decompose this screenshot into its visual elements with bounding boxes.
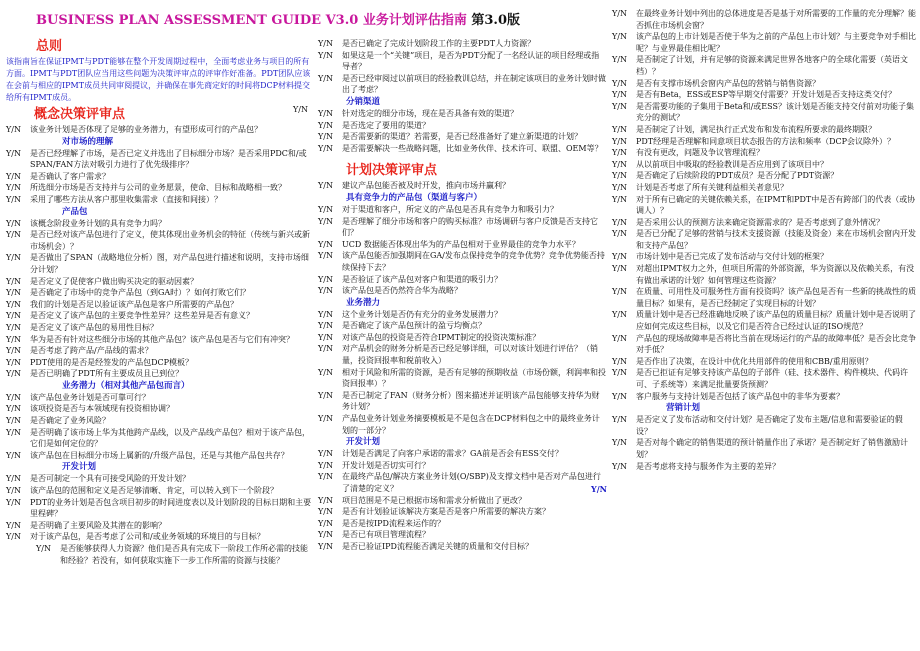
question-text: PDT的业务计划是否包含项目初步的时间进度表以及计划阶段的目标日期和主要里程碑？ (30, 497, 312, 519)
column-middle (318, 38, 607, 553)
question-row (6, 543, 314, 566)
question-row (612, 251, 916, 263)
question-text: 是否对每个确定的销售渠道的预计销量作出了承诺？是否制定好了销售激励计划？ (636, 438, 908, 459)
question-row (6, 415, 314, 427)
question-text: 是否明确了主要风险及其潜在的影响？ (30, 520, 166, 530)
yn-label: Y/N (612, 356, 627, 366)
question-row (612, 89, 916, 101)
heading-concept-dcp: 概念决策评审点 (34, 107, 126, 122)
question-row (612, 182, 916, 194)
question-row (318, 518, 607, 530)
question-row (318, 541, 607, 553)
question-row (612, 437, 916, 460)
question-row (612, 124, 916, 136)
question-text: 是否需要新的渠道？若需要，是否已经准备好了建立新渠道的计划？ (342, 132, 582, 142)
yn-label: Y/N (612, 136, 627, 146)
question-text: 是否已经对该产品包进行了定义，使其体现出业务机会的特征（传统与新兴或新市场机会）？ (30, 230, 310, 251)
yn-label: Y/N (612, 333, 627, 343)
yn-label: Y/N (6, 532, 21, 542)
question-text: 是否确定了市场中的竞争产品包（到GA时）？如何打败它们？ (30, 288, 251, 298)
question-row (6, 392, 314, 404)
question-row (318, 216, 607, 239)
question-text: 如果这是一个“关键”项目，是否为PDT分配了一名经认证的项目经理或指导者？ (342, 50, 600, 72)
question-row (612, 367, 916, 390)
question-text: 是否定义了该产品包的易用性目标？ (30, 322, 158, 332)
question-text: 是否需要解决一些战略问题，比如业务伙伴、技术许可、联盟、OEM等？ (342, 143, 603, 153)
yn-label: Y/N (318, 286, 333, 296)
question-row (6, 229, 314, 252)
question-row (6, 334, 314, 346)
question-row (612, 286, 916, 309)
yn-label: Y/N (318, 449, 333, 459)
question-text: 我们的计划是否足以验证该产品包是客户所需要的产品包？ (30, 299, 238, 309)
question-row (612, 414, 916, 437)
yn-label: Y/N (318, 332, 333, 342)
question-text: 该产品包的范围和定义是否足够清晰、肯定，可以转入到下一个阶段？ (30, 486, 278, 496)
question-row (318, 73, 607, 96)
question-text: 华为是否有针对这些细分市场的其他产品包？该产品包是否与它们有冲突？ (30, 334, 294, 344)
yn-label: Y/N (6, 288, 21, 298)
question-row (612, 263, 916, 286)
question-text: 是否定义了发布活动和交付计划？是否确定了发布主题/信息和需要验证的假设？ (636, 415, 903, 436)
yn-label: Y/N (612, 391, 627, 401)
question-row (6, 520, 314, 532)
yn-label: Y/N (6, 299, 21, 309)
question-text: 是否已制定了FAN（财务分析）图来描述并证明该产品包能够支持华为财务计划？ (342, 390, 600, 412)
yn-label: Y/N (612, 9, 627, 18)
yn-label: Y/N (612, 264, 627, 274)
question-row (318, 343, 607, 366)
question-text: 是否确定了业务风险？ (30, 416, 110, 426)
question-text: 对该产品包的投资是否符合IPMT制定的投资决策标准？ (342, 332, 541, 342)
question-row (318, 332, 607, 344)
question-text: 产品包的现场故障率是否将比当前在现场运行的产品的故障率低？是否会比竞争对手低？ (636, 333, 916, 355)
yn-label: Y/N (318, 414, 333, 424)
question-row (6, 276, 314, 288)
question-text: 相对于风险和所需的资源，是否有足够的预期收益（市场份额，利润率和投资回报率）？ (342, 367, 606, 389)
question-row (318, 120, 607, 132)
question-text: 开发计划是否切实可行？ (342, 460, 430, 470)
yn-label: Y/N (36, 544, 51, 553)
yn-label: Y/N (612, 101, 627, 111)
question-row (612, 147, 916, 159)
heading-distribution-channel: 分销渠道 (346, 96, 381, 107)
yn-label: Y/N (318, 120, 333, 130)
yn-label: Y/N (6, 392, 21, 402)
yn-label: Y/N (6, 369, 21, 379)
heading-plan-dcp: 计划决策评审点 (346, 163, 438, 179)
yn-label: Y/N (612, 194, 627, 204)
question-text: 该产品包在目标细分市场上属新的/升级产品包，还是与其他产品包共存？ (30, 450, 289, 460)
question-text: 该产品包的上市计划是否使于华为之前的产品包上市计划？与主要竞争对手相比呢？与业界最佳相比呢？ (636, 32, 916, 53)
question-text: 该业务计划是否体现了足够的业务潜力，有望形成可行的产品包？ (30, 125, 262, 134)
question-row (318, 239, 607, 251)
question-row (318, 285, 607, 297)
yn-marker: Y/N (293, 105, 308, 114)
question-text: 是否作出了决策，在设计中优化共用部件的使用和CBB/重用原则？ (636, 356, 873, 366)
heading-sales-plan: 营销计划 (666, 403, 701, 414)
question-text: 计划是否满足了向客户承诺的需求？GA前是否会有ESS交付？ (342, 449, 563, 459)
yn-label: Y/N (318, 530, 333, 540)
heading-business-potential: 业务潜力 (346, 297, 381, 308)
yn-label: Y/N (6, 497, 21, 507)
yn-label: Y/N (318, 39, 333, 48)
question-row (6, 124, 314, 136)
yn-label: Y/N (6, 474, 21, 484)
yn-label: Y/N (612, 55, 627, 65)
question-row (612, 159, 916, 171)
question-row (612, 31, 916, 54)
question-row (612, 101, 916, 124)
yn-label: Y/N (6, 520, 21, 530)
question-row (612, 461, 916, 473)
question-text: 该产品包能否加强期间在GA/发布点保持竞争的竞争优势？竞争优势能否持续保持下去？ (342, 251, 605, 272)
question-text: 是否确认了客户需求？ (30, 171, 110, 181)
column-right (612, 8, 916, 472)
question-text: UCD 数据能否体现出华为的产品包相对于业界最佳的竞争力水平？ (342, 239, 580, 249)
yn-label: Y/N (612, 124, 627, 134)
question-text: 采用了哪些方法从客户那里收集需求（直接和间接）？ (30, 194, 222, 204)
yn-label: Y/N (6, 253, 21, 263)
question-row (6, 427, 314, 450)
title-text: BUSINESS PLAN ASSESSMENT GUIDE V3.0 业务计划评估指南 (36, 13, 467, 28)
question-row (318, 390, 607, 413)
question-row (612, 8, 916, 31)
yn-label: Y/N (318, 541, 333, 551)
question-row (612, 217, 916, 229)
yn-label: Y/N (6, 276, 21, 286)
yn-label: Y/N (318, 216, 333, 226)
question-text: 产品包业务计划业务摘要模板是不是包含在DCP材料包之中的最终业务计划的一部分？ (342, 414, 600, 435)
yn-label: Y/N (612, 287, 627, 297)
question-text: 该项投资是否与本领域现有投资相协调？ (30, 404, 174, 414)
yn-label: Y/N (6, 171, 21, 181)
question-text: 是否已验证IPD流程能否满足关键的质量和交付目标？ (342, 541, 533, 551)
question-text: 该产品包是否仍然符合华为战略？ (342, 286, 462, 296)
question-text: 是否能够获得人力资源？他们是否具有完成下一阶段工作所必需的技能和经验？若没有，如何获取实施下一步工作所需的资源与技能？ (60, 544, 308, 565)
yn-label: Y/N (318, 108, 333, 118)
question-row (612, 309, 916, 332)
document-title (36, 9, 520, 28)
yn-label: Y/N (318, 518, 333, 528)
yn-label: Y/N (6, 416, 21, 426)
question-row (6, 310, 314, 322)
heading-competitive-package: 具有竞争力的产品包（渠道与客户） (346, 192, 483, 203)
yn-label: Y/N (6, 311, 21, 321)
question-text: 是否定义了该产品包的主要竞争性差异？这些差异是否有意义？ (30, 311, 254, 321)
yn-label: Y/N (318, 274, 333, 284)
yn-label: Y/N (6, 427, 21, 437)
title-version: 第3.0版 (471, 13, 520, 28)
yn-label: Y/N (612, 310, 627, 320)
question-text: 对于该产品包，是否考虑了公司和/或业务领域的环境目的与目标？ (30, 532, 265, 542)
question-text: 项目范围是不是已根据市场和需求分析做出了更改？ (342, 495, 526, 505)
yn-label: Y/N (6, 218, 21, 228)
question-row (6, 252, 314, 275)
yn-label: Y/N (6, 486, 21, 496)
question-text: 客户服务与支持计划是否包括了该产品包中的非华为要素？ (636, 391, 844, 401)
yn-label: Y/N (318, 204, 333, 214)
question-text: 是否已拒证有足够支持该产品包的子部件（硅、技术器件、构件模块、代码许可、子系统等）来满足批量要货预测？ (636, 368, 908, 389)
question-text: 在最终产品包/解决方案业务计划(O/SBP)及支撑文档中是否对产品包进行了清楚的定义？ (342, 472, 601, 493)
question-row (318, 50, 607, 73)
question-row (6, 403, 314, 415)
question-row (318, 495, 607, 507)
yn-label: Y/N (612, 171, 627, 181)
yn-label: Y/N (6, 194, 21, 204)
question-text: 对超出IPMT权力之外，但项目所需的外部资源，华为资源以及依赖关系，有没有做出承诺的计划？如何管理这些资源？ (636, 264, 915, 285)
yn-label: Y/N (612, 438, 627, 448)
question-text: 是否理解了细分市场和客户的购买标准？市场调研与客户反馈是否支持它们？ (342, 216, 598, 238)
question-row (612, 391, 916, 403)
question-text: PDT经理是否理解和同意项目状态报告的方法和频率（DCP会议除外）？ (636, 136, 896, 146)
yn-label: Y/N (318, 367, 333, 377)
question-row (6, 368, 314, 380)
question-row (612, 170, 916, 182)
yn-label: Y/N (318, 309, 333, 319)
question-row (318, 460, 607, 472)
yn-label: Y/N (6, 322, 21, 332)
heading-business-potential: 业务潜力（相对其他产品包而言） (62, 380, 190, 391)
question-row (318, 250, 607, 273)
question-text: 是否有计划验证该解决方案是否是客户所需要的解决方案？ (342, 507, 550, 517)
question-text: 计划是否考虑了所有关键利益相关者意见？ (636, 182, 788, 192)
question-row (6, 299, 314, 311)
question-row (318, 320, 607, 332)
yn-label: Y/N (6, 450, 21, 460)
question-row (318, 471, 607, 494)
yn-label: Y/N (318, 344, 333, 354)
question-text: 所选细分市场是否支持并与公司的业务愿景，使命、目标和战略相一致？ (30, 183, 286, 193)
question-text: 是否有支撑市场机会窗内产品包的营销与销售资源？ (636, 78, 820, 88)
yn-label: Y/N (318, 50, 333, 60)
question-text: 建议产品包能否被及时开发，推向市场并赢利？ (342, 181, 510, 191)
question-text: 是否已明确了PDT所有主要成员且已到位？ (30, 369, 184, 379)
question-row (318, 529, 607, 541)
question-text: 市场计划中是否已完成了发布活动与交付计划的框架？ (636, 252, 828, 262)
question-text: 对产品机会的财务分析是否已经足够详细，可以对该计划进行评估？（销量，投资回报率和税前收入） (342, 344, 598, 366)
question-row (318, 131, 607, 143)
yn-label: Y/N (318, 132, 333, 142)
intro-paragraph: 该指南旨在保证IPMT与PDT能够在整个开发周期过程中，全面考虑业务与项目的所有方面。IPMT与PDT团队应当用这些问题为决策评审点的评审作好准备。PDT团队应该在会前与相应的IPMT成员共同审阅提议，并确保在事先商定好的时间将DCP材料提交给所有IPMT成员。 (6, 57, 311, 102)
question-row (6, 194, 314, 206)
heading-product-package: 产品包 (62, 206, 88, 217)
question-row (612, 194, 916, 217)
question-text: 对于所有已确定的关键依赖关系，在IPMT和PDT中是否有跨部门的代表（或协调人）？ (636, 194, 916, 216)
question-row (6, 171, 314, 183)
question-text: 是否确定了该产品包预计的盈亏均衡点？ (342, 321, 486, 331)
question-text: 该产品包业务计划是否可靠可行？ (30, 392, 150, 402)
yn-label: Y/N (612, 78, 627, 88)
question-text: 是否验证了该产品包对客户和渠道的吸引力？ (342, 274, 502, 284)
question-row (612, 228, 916, 251)
question-text: 是否已经审阅过以前项目的经验教训总结，并在制定该项目的业务计划时做出了考虑？ (342, 73, 606, 95)
question-text: 是否考虑将支持与服务作为主要的差异？ (636, 461, 780, 471)
question-text: 是否有Beta，ESS或ESP等早期交付需要？开发计划是否支持这类交付？ (636, 90, 896, 100)
question-row (318, 274, 607, 286)
question-row (318, 180, 607, 192)
question-text: 是否制定了计划，满足执行正式发布和发布流程所要求的最终期限？ (636, 124, 876, 134)
column-left (6, 38, 314, 566)
question-row (6, 531, 314, 543)
question-text: 在质量、可用性及可服务性方面有投资吗？该产品包是否有一些新的挑战性的质量目标？如果有，是否已经制定了实现目标的计划？ (636, 287, 916, 308)
question-text: 有没有更改，问题及争议管理流程？ (636, 148, 764, 158)
question-row (612, 136, 916, 148)
yn-label: Y/N (6, 404, 21, 414)
question-text: 是否需要功能的子集用于Beta和/或ESS？该计划是否能支持交付前对功能子集充分的测试？ (636, 101, 914, 123)
question-row (6, 473, 314, 485)
question-row (612, 78, 916, 90)
question-text: 是否已确定了完成计划阶段工作的主要PDT人力资源？ (342, 39, 536, 48)
question-text: PDT使用的是否是经签发的产品包DCP模板？ (30, 357, 194, 367)
yn-label: Y/N (612, 229, 627, 239)
question-text: 是否已有项目管理流程？ (342, 530, 430, 540)
question-row (612, 333, 916, 356)
question-row (318, 38, 607, 50)
question-text: 是否明确了该市场上华为其他跨产品线，以及产品线产品包？相对于该产品包，它们是如何定位的？ (30, 427, 310, 449)
yn-label: Y/N (612, 461, 627, 471)
question-row (6, 148, 314, 171)
question-text: 是否可制定一个具有可接受风险的开发计划？ (30, 474, 190, 484)
question-row (318, 143, 607, 155)
heading-development-plan: 开发计划 (62, 462, 97, 473)
question-row (318, 448, 607, 460)
yn-label: Y/N (318, 495, 333, 505)
question-text: 在最终业务计划中列出的总体进度是否是基于对所需要的工作量的充分理解？能否抓住市场机会窗？ (636, 9, 916, 30)
yn-label: Y/N (318, 143, 333, 153)
question-text: 是否选定了要用的渠道？ (342, 120, 430, 130)
yn-label: Y/N (6, 230, 21, 240)
question-text: 针对选定的细分市场，现在是否具备有效的渠道？ (342, 108, 518, 118)
question-text: 该概念阶段业务计划的具有竞争力吗？ (30, 218, 166, 228)
question-row (6, 357, 314, 369)
question-row (6, 218, 314, 230)
question-row (612, 54, 916, 77)
question-row (318, 204, 607, 216)
yn-label: Y/N (6, 148, 21, 158)
question-text: 质量计划中是否已经准确地反映了该产品包的质量目标？质量计划中是否说明了应如何完成这些目标，以及它们是否符合已经过认证的ISO规范？ (636, 310, 916, 332)
question-row (6, 497, 314, 520)
question-text: 是否定义了促使客户做出购买决定的驱动因素？ (30, 276, 198, 286)
question-text: 是否考虑了跨产品/产品线的需求？ (30, 346, 153, 356)
question-text: 是否确定了后续阶段的PDT成员？是否分配了PDT资源？ (636, 171, 839, 181)
yn-label: Y/N (318, 251, 333, 261)
question-row (6, 182, 314, 194)
yn-label: Y/N (318, 472, 333, 482)
question-row (612, 356, 916, 368)
question-row (318, 309, 607, 321)
yn-label: Y/N (612, 217, 627, 227)
question-text: 是否已分配了足够的营销与技术支援资源（技能及资金）来在市场机会窗内开发和支持产品包？ (636, 229, 916, 250)
yn-label: Y/N (318, 321, 333, 331)
yn-label: Y/N (612, 159, 627, 169)
yn-label: Y/N (612, 182, 627, 192)
yn-label: Y/N (6, 125, 21, 134)
yn-label: Y/N (612, 368, 627, 378)
question-text: 是否做出了SPAN（战略地位分析）图，对产品包进行描述和说明，支持市场细分计划？ (30, 253, 309, 274)
question-text: 这个业务计划是否仍有充分的业务发展潜力？ (342, 309, 502, 319)
question-text: 是否制定了计划，并有足够的资源来满足世界各地客户的全球化需要（英语文档）？ (636, 55, 908, 76)
question-text: 对于渠道和客户，所定义的产品包是否具有竞争力和吸引力？ (342, 204, 558, 214)
question-text: 是否是按IPD流程来运作的？ (342, 518, 445, 528)
yn-label: Y/N (318, 507, 333, 517)
yn-label: Y/N (318, 73, 333, 83)
question-row (318, 108, 607, 120)
question-row (318, 367, 607, 390)
question-row (318, 506, 607, 518)
yn-label: Y/N (6, 183, 21, 193)
heading-development-plan: 开发计划 (346, 437, 381, 448)
question-row (6, 485, 314, 497)
question-row (6, 345, 314, 357)
yn-label: Y/N (318, 239, 333, 249)
question-row (318, 413, 607, 436)
question-text: 从以前项目中吸取的经验教训是否应用到了该项目中？ (636, 159, 828, 169)
yn-marker-blue: Y/N (591, 483, 607, 494)
yn-label: Y/N (612, 32, 627, 42)
yn-label: Y/N (6, 334, 21, 344)
yn-label: Y/N (612, 148, 627, 158)
question-text: 是否采用公认的预测方法来确定资源需求的？是否考虑到了意外情况？ (636, 217, 884, 227)
yn-label: Y/N (6, 357, 21, 367)
question-row (6, 287, 314, 299)
yn-label: Y/N (612, 415, 627, 425)
yn-label: Y/N (318, 460, 333, 470)
heading-market-understanding: 对市场的理解 (62, 136, 114, 147)
heading-overview: 总则 (36, 39, 63, 54)
yn-label: Y/N (318, 390, 333, 400)
yn-label: Y/N (612, 90, 627, 100)
yn-label: Y/N (6, 346, 21, 356)
yn-label: Y/N (612, 252, 627, 262)
yn-label: Y/N (318, 181, 333, 191)
question-row (6, 450, 314, 462)
question-row (6, 322, 314, 334)
question-text: 是否已经理解了市场，是否已定义并选出了目标细分市场？是否采用PDC和/或SPAN/FAN方法对吸引力进行了优先级排序？ (30, 148, 307, 170)
